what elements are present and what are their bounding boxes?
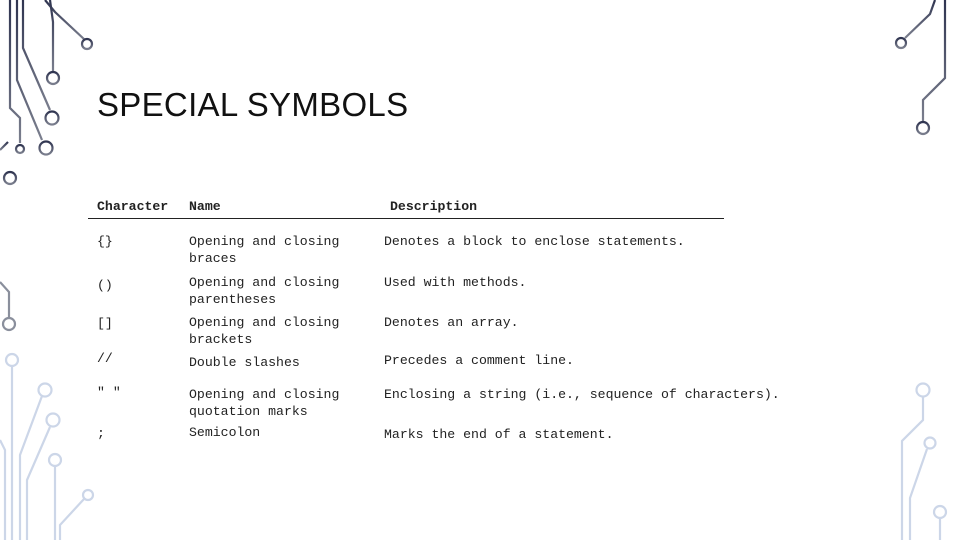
cell-character: //: [97, 351, 113, 366]
special-symbols-table: [88, 196, 848, 442]
cell-description: Precedes a comment line.: [384, 353, 574, 368]
header-character: Character: [97, 199, 169, 214]
cell-name: Opening and closing parentheses: [189, 275, 340, 307]
cell-name: Opening and closing brackets: [189, 315, 340, 347]
circuit-top-right-icon: [896, 0, 945, 134]
cell-description: Denotes an array.: [384, 315, 519, 330]
cell-name: Opening and closing braces: [189, 234, 340, 266]
cell-description: Enclosing a string (i.e., sequence of characters).: [384, 387, 780, 402]
cell-character: " ": [97, 385, 121, 400]
cell-character: []: [97, 316, 113, 331]
cell-description: Denotes a block to enclose statements.: [384, 234, 685, 249]
circuit-left-mid-icon: [0, 282, 15, 330]
cell-character: (): [97, 278, 113, 293]
cell-name: Opening and closing quotation marks: [189, 387, 340, 419]
header-name: Name: [189, 199, 221, 214]
cell-character: ;: [97, 426, 105, 441]
cell-description: Used with methods.: [384, 275, 527, 290]
page-title: SPECIAL SYMBOLS: [97, 86, 409, 123]
circuit-bottom-right-icon: [902, 384, 946, 540]
cell-name: Semicolon: [189, 425, 261, 440]
cell-name: Double slashes: [189, 355, 300, 370]
cell-character: {}: [97, 234, 113, 249]
header-description: Description: [390, 199, 478, 214]
table-header: [88, 196, 724, 219]
circuit-bottom-left-icon: [0, 354, 93, 540]
circuit-top-left-icon: [0, 0, 92, 184]
cell-description: Marks the end of a statement.: [384, 427, 614, 442]
